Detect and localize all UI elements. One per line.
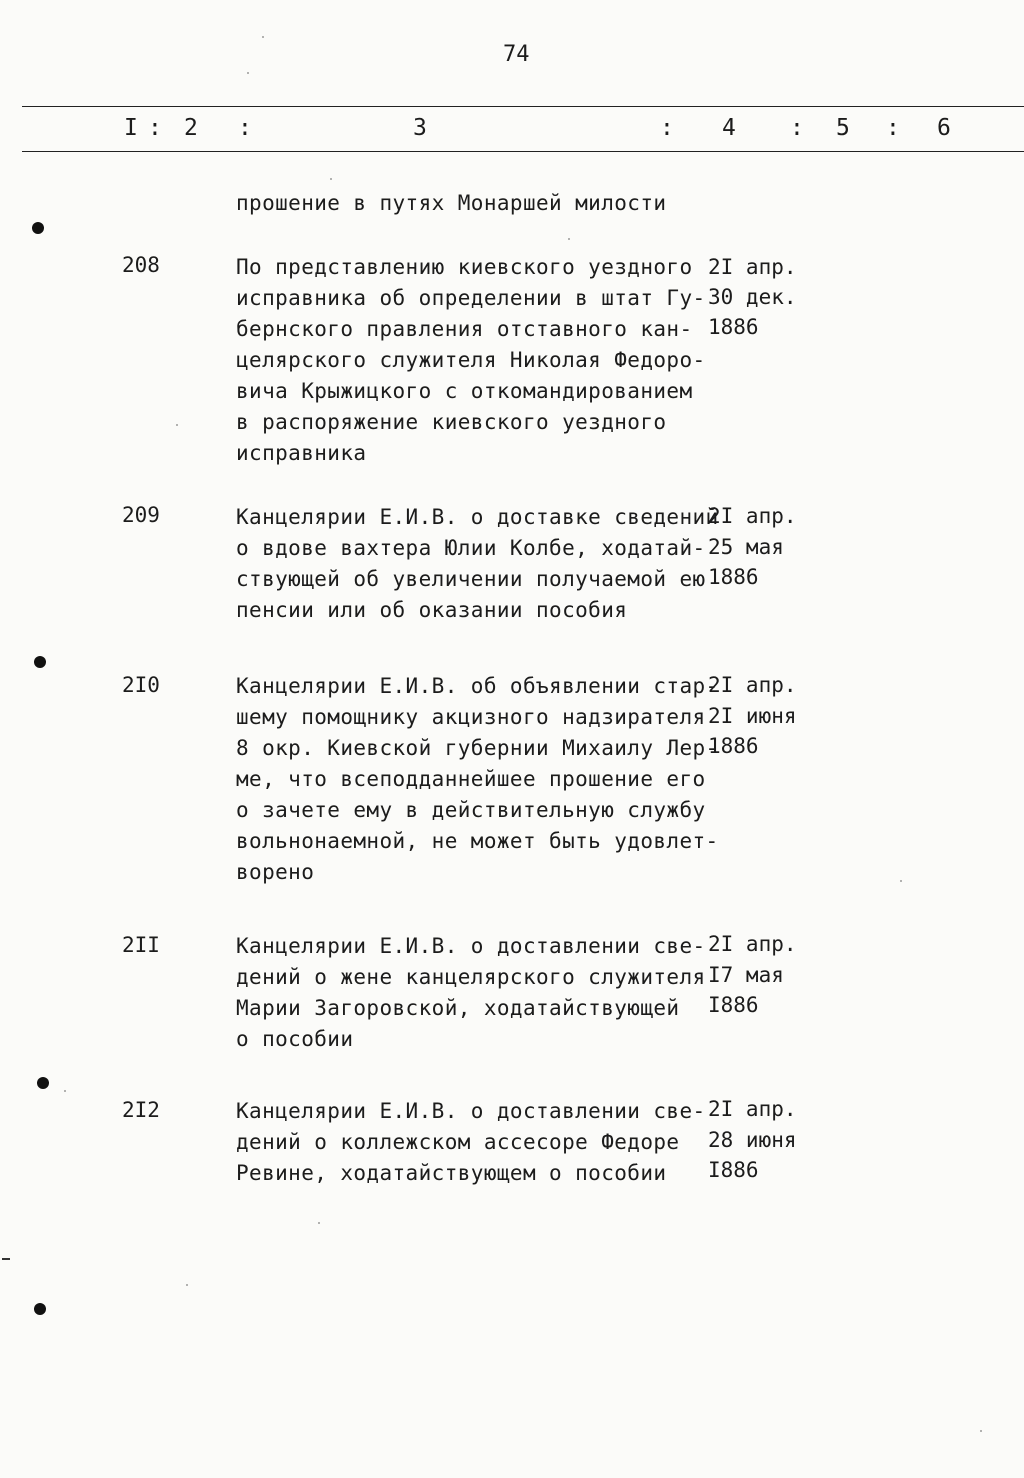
date-start: 2I апр. xyxy=(708,255,797,279)
text-line: исправника об определении в штат Гу- xyxy=(236,286,706,310)
scan-speck xyxy=(568,238,570,240)
text-line: Канцелярии Е.И.В. о доставлении све- xyxy=(236,1099,706,1123)
text-line: ме, что всеподданнейшее прошение его xyxy=(236,767,706,791)
punch-hole xyxy=(34,1303,46,1315)
scan-speck xyxy=(176,424,178,426)
scan-speck xyxy=(247,72,249,74)
text-line: бернского правления отставного кан- xyxy=(236,317,693,341)
header-top-rule xyxy=(22,106,1024,107)
text-line: 8 окр. Киевской губернии Михаилу Лер- xyxy=(236,736,719,760)
column-header-2: 2 xyxy=(184,115,199,141)
scan-speck xyxy=(980,1430,982,1432)
column-separator: : xyxy=(238,115,253,141)
text-line: о пособии xyxy=(236,1027,354,1051)
date-end: 25 мая xyxy=(708,535,784,559)
text-line: дений о коллежском ассесоре Федоре xyxy=(236,1130,680,1154)
scan-speck xyxy=(64,1090,66,1092)
record-number: 2I2 xyxy=(122,1098,160,1122)
text-line: Канцелярии Е.И.В. об объявлении стар- xyxy=(236,674,719,698)
date-year: 1886 xyxy=(708,315,759,339)
scan-speck xyxy=(186,1284,188,1286)
column-separator: : xyxy=(790,115,805,141)
text-line: Канцелярии Е.И.В. о доставке сведений xyxy=(236,505,719,529)
date-end: 28 июня xyxy=(708,1128,797,1152)
date-end: I7 мая xyxy=(708,963,784,987)
text-line: дений о жене канцелярского служителя xyxy=(236,965,706,989)
column-separator: : xyxy=(886,115,901,141)
text-line: Ревине, ходатайствующем о пособии xyxy=(236,1161,667,1185)
scan-speck xyxy=(900,880,902,882)
column-separator: : xyxy=(148,115,163,141)
date-year: I886 xyxy=(708,993,759,1017)
date-start: 2I апр. xyxy=(708,673,797,697)
date-start: 2I апр. xyxy=(708,932,797,956)
text-line: в распоряжение киевского уездного xyxy=(236,410,667,434)
text-line: целярского служителя Николая Федоро- xyxy=(236,348,706,372)
punch-hole xyxy=(37,1077,49,1089)
column-header-5: 5 xyxy=(836,115,851,141)
text-line: вича Крыжицкого с откомандированием xyxy=(236,379,693,403)
date-start: 2I апр. xyxy=(708,1097,797,1121)
header-bottom-rule xyxy=(22,151,1024,152)
page-number: 74 xyxy=(503,42,530,67)
date-year: 1886 xyxy=(708,734,759,758)
punch-hole xyxy=(32,222,44,234)
record-number: 209 xyxy=(122,503,160,527)
text-line: о зачете ему в действительную службу xyxy=(236,798,706,822)
date-end: 2I июня xyxy=(708,704,797,728)
text-line: прошение в путях Монаршей милости xyxy=(236,191,667,215)
date-year: 1886 xyxy=(708,565,759,589)
column-header-6: 6 xyxy=(937,115,952,141)
text-line: ствующей об увеличении получаемой ею xyxy=(236,567,706,591)
text-line: Марии Загоровской, ходатайствующей xyxy=(236,996,680,1020)
text-line: ворено xyxy=(236,860,315,884)
column-header-4: 4 xyxy=(722,115,737,141)
text-line: исправника xyxy=(236,441,367,465)
scan-speck xyxy=(318,1222,320,1224)
text-line: шему помощнику акцизного надзирателя xyxy=(236,705,706,729)
record-number: 208 xyxy=(122,253,160,277)
scan-speck xyxy=(330,178,332,180)
record-number: 2II xyxy=(122,933,160,957)
text-line: о вдове вахтера Юлии Колбе, ходатай- xyxy=(236,536,706,560)
column-header-1: I xyxy=(124,115,139,141)
punch-hole xyxy=(34,656,46,668)
record-number: 2I0 xyxy=(122,673,160,697)
scan-speck xyxy=(262,36,264,38)
date-year: I886 xyxy=(708,1158,759,1182)
margin-mark xyxy=(2,1258,10,1260)
column-separator: : xyxy=(660,115,675,141)
text-line: пенсии или об оказании пособия xyxy=(236,598,628,622)
date-start: 2I апр. xyxy=(708,504,797,528)
text-line: вольнонаемной, не может быть удовлет- xyxy=(236,829,719,853)
date-end: 30 дек. xyxy=(708,285,797,309)
text-line: Канцелярии Е.И.В. о доставлении све- xyxy=(236,934,706,958)
column-header-3: 3 xyxy=(413,115,428,141)
text-line: По представлению киевского уездного xyxy=(236,255,693,279)
